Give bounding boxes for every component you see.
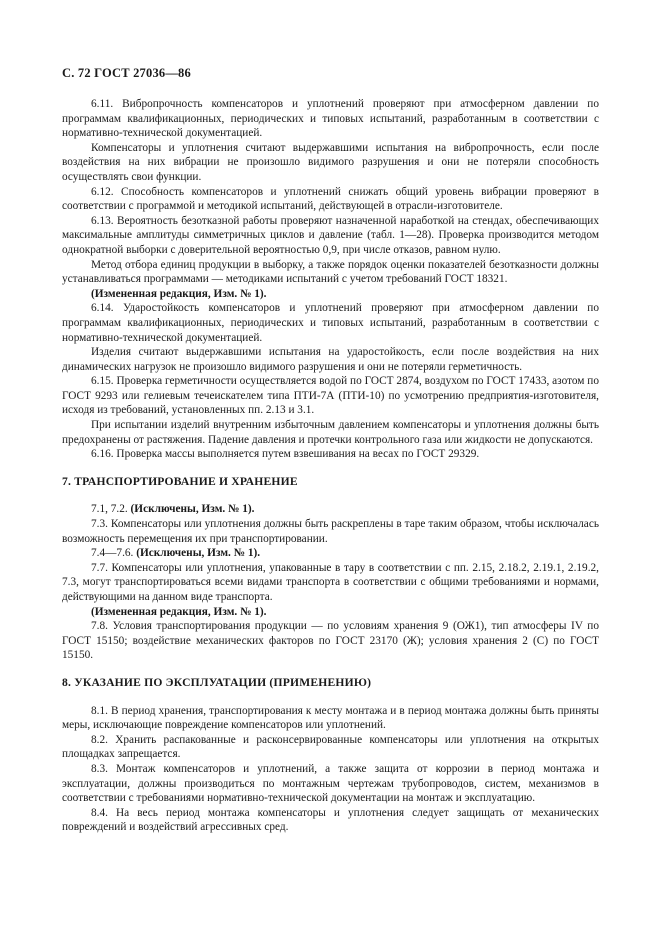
paragraph-6-11-note: Компенсаторы и уплотнения считают выдержавшими испытания на вибропрочность, если после воздействия на них вибрации не произошло видимого разрушения и они не потеряли способность осуществлять свои функции. <box>62 141 599 183</box>
paragraph-8-3: 8.3. Монтаж компенсаторов и уплотнений, а также защита от коррозии в период монтажа и эксплуатации, должны производиться по монтажным чертежам трубопроводов, систем, механизмов в соответствии с требованиями нормативно-технической документации на монтаж и эксплуатацию. <box>62 762 599 805</box>
amendment-note: (Измененная редакция, Изм. № 1). <box>91 287 267 300</box>
paragraph-6-12: 6.12. Способность компенсаторов и уплотнений снижать общий уровень вибрации проверяют в соответствии с программой и методикой испытаний, действующей в отрасли-изготовителе. <box>62 185 599 213</box>
amendment-note-7: (Измененная редакция, Изм. № 1). <box>91 605 267 618</box>
paragraph-8-2: 8.2. Хранить распакованные и расконсервированные компенсаторы или уплотнения на открытых площадках запрещается. <box>62 733 599 761</box>
paragraph-7-4-prefix: 7.4—7.6. <box>91 547 137 560</box>
paragraph-7-1 <box>62 502 599 517</box>
paragraph-6-13-note: Метод отбора единиц продукции в выборку, а также порядок оценки показателей безотказности должны устанавливаться программами — методиками испытаний с учетом требований ГОСТ 18321. <box>62 258 599 286</box>
paragraph-7-3: 7.3. Компенсаторы или уплотнения должны быть раскреплены в таре таким образом, чтобы исключалась возможность перемещения их при транспортировании. <box>62 518 599 545</box>
paragraph-7-7: 7.7. Компенсаторы или уплотнения, упакованные в тару в соответствии с пп. 2.15, 2.18.2, 2.19.1, 2.19.2, 7.3, могут транспортироваться всеми видами транспорта в соответствии с общими требованиями и нормами, действующими на данном виде транспорта. <box>62 561 599 603</box>
page-header: С. 72 ГОСТ 27036—86 <box>62 66 191 80</box>
paragraph-7-1-prefix: 7.1, 7.2. <box>91 503 131 516</box>
paragraph-7-4 <box>62 546 599 561</box>
paragraph-6-15-note: При испытании изделий внутренним избыточным давлением компенсаторы и уплотнения должны быть предохранены от растяжения. Падение давления и протечки контрольного газа или жидкости не допускаются. <box>62 419 599 446</box>
paragraph-6-13: 6.13. Вероятность безотказной работы проверяют назначенной наработкой на стендах, обеспечивающих максимальные амплитуды симметричных циклов и давление (табл. 1—28). Проверка производится методом однократной выборки с доверительной вероятностью 0,9, при числе отказов, равном нулю. <box>62 214 599 256</box>
paragraph-6-11: 6.11. Вибропрочность компенсаторов и уплотнений проверяют при атмосферном давлении по программам квалификационных, периодических и типовых испытаний, разработанным в соответствии с нормативно-технической документацией. <box>62 98 599 140</box>
paragraph-7-4-excluded: (Исключены, Изм. № 1). <box>136 547 261 560</box>
paragraph-6-16: 6.16. Проверка массы выполняется путем взвешивания на весах по ГОСТ 29329. <box>91 448 480 461</box>
paragraph-6-14: 6.14. Ударостойкость компенсаторов и уплотнений проверяют при атмосферном давлении по программам квалификационных, периодических и типовых испытаний, разработанным в соответствии с нормативно-технической документацией. <box>62 302 599 344</box>
document-body <box>62 97 599 835</box>
section-7-title: 7. ТРАНСПОРТИРОВАНИЕ И ХРАНЕНИЕ <box>62 474 298 488</box>
paragraph-6-15: 6.15. Проверка герметичности осуществляется водой по ГОСТ 2874, воздухом по ГОСТ 17433, азотом по ГОСТ 9293 или гелиевым течеискателем типа ПТИ-7А (ПТИ-10) по усмотрению предприятия-изготовителя, исходя из требований, установленных пп. 2.13 и 3.1. <box>62 375 599 417</box>
paragraph-8-4: 8.4. На весь период монтажа компенсаторы и уплотнения следует защищать от механических повреждений и воздействий агрессивных сред. <box>62 806 599 834</box>
paragraph-8-1: 8.1. В период хранения, транспортирования к месту монтажа и в период монтажа должны быть приняты меры, исключающие повреждение компенсаторов или уплотнений. <box>62 704 599 732</box>
paragraph-6-14-note: Изделия считают выдержавшими испытания на ударостойкость, если после воздействия на них динамических нагрузок не произошло видимого разрушения и они не потеряли герметичность. <box>62 346 599 373</box>
section-8-title: 8. УКАЗАНИЕ ПО ЭКСПЛУАТАЦИИ (ПРИМЕНЕНИЮ) <box>62 675 372 689</box>
paragraph-7-8: 7.8. Условия транспортирования продукции — по условиям хранения 9 (ОЖ1), тип атмосферы IV по ГОСТ 15150; воздействие механических факторов по ГОСТ 23170 (Ж); условия хранения 2 (С) по ГОСТ 15150. <box>62 620 599 662</box>
paragraph-7-1-excluded: (Исключены, Изм. № 1). <box>130 503 255 516</box>
